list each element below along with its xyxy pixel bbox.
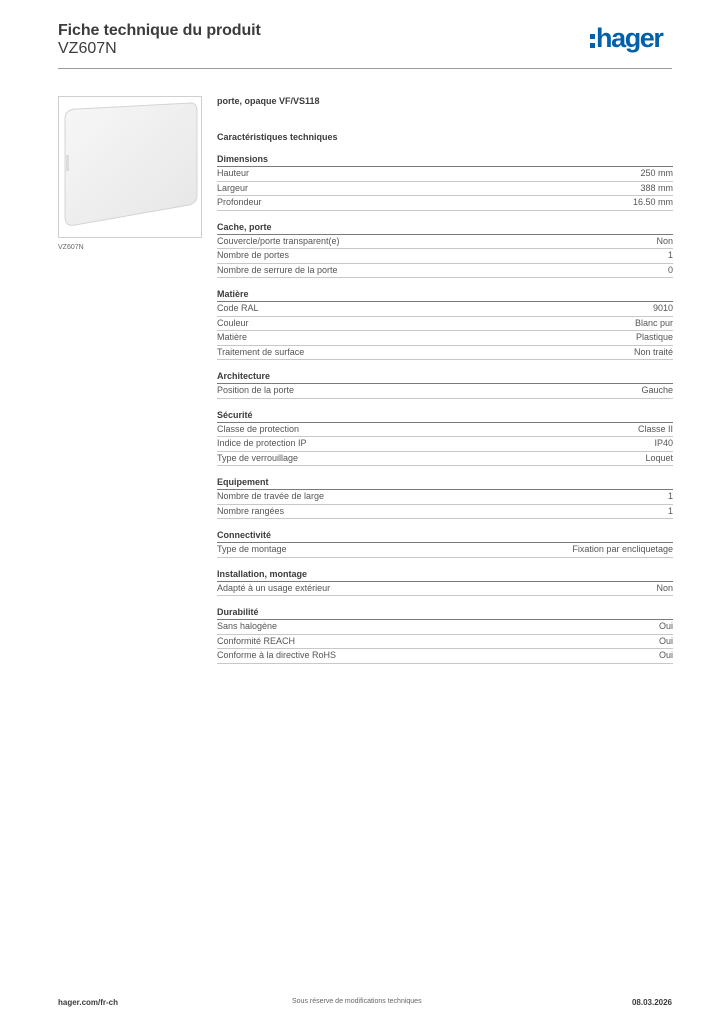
spec-label: Matière — [217, 332, 248, 342]
spec-group — [217, 568, 673, 597]
spec-group — [217, 221, 673, 279]
spec-row — [217, 196, 673, 211]
spec-value: Oui — [658, 635, 673, 646]
spec-value: Gauche — [641, 385, 673, 395]
footer-website: hager.com/fr-ch — [58, 998, 119, 1007]
spec-row — [217, 635, 673, 650]
spec-label: Profondeur — [217, 197, 262, 207]
spec-group-title: Connectivité — [217, 529, 673, 543]
spec-value: 388 mm — [640, 182, 673, 193]
door-panel-illustration — [59, 97, 201, 237]
spec-group-title: Matière — [217, 288, 673, 302]
footer-date: 08.03.2026 — [631, 998, 672, 1007]
spec-value: Blanc pur — [634, 317, 673, 328]
spec-row — [217, 505, 673, 520]
spec-group-title: Durabilité — [217, 606, 673, 620]
spec-label: Classe de protection — [217, 423, 300, 434]
spec-label: Nombre de portes — [217, 250, 290, 260]
spec-label: Position de la porte — [217, 385, 295, 395]
spec-row — [217, 302, 673, 317]
product-reference: VZ607N — [58, 40, 117, 57]
spec-row — [217, 452, 673, 467]
spec-value: Non traité — [633, 346, 673, 357]
spec-row — [217, 182, 673, 197]
spec-value: Oui — [658, 621, 673, 631]
spec-label: Conforme à la directive RoHS — [217, 650, 337, 660]
spec-value: Loquet — [645, 452, 673, 463]
spec-label: Nombre rangées — [217, 505, 285, 516]
spec-value: 1 — [667, 491, 673, 501]
spec-label: Hauteur — [217, 168, 250, 178]
characteristics-title: Caractéristiques techniques — [217, 132, 338, 142]
spec-row — [217, 649, 673, 664]
spec-value: Plastique — [635, 332, 673, 342]
spec-row — [217, 490, 673, 505]
spec-row — [217, 384, 673, 399]
spec-label: Adapté à un usage extérieur — [217, 582, 331, 593]
spec-groups — [217, 153, 673, 664]
spec-value: 9010 — [652, 303, 673, 313]
hager-logo — [590, 25, 680, 57]
spec-label: Type de verrouillage — [217, 452, 299, 463]
spec-row — [217, 423, 673, 438]
logo-dots-icon — [590, 34, 595, 52]
spec-value: 16.50 mm — [632, 197, 673, 207]
spec-label: Type de montage — [217, 544, 287, 554]
spec-value: Non — [656, 235, 673, 246]
product-description: porte, opaque VF/VS118 — [217, 96, 320, 106]
spec-row — [217, 331, 673, 346]
spec-label: Traitement de surface — [217, 346, 305, 357]
page-title: Fiche technique du produit — [58, 22, 261, 39]
image-caption: VZ607N — [58, 244, 84, 251]
spec-value: IP40 — [654, 438, 673, 448]
spec-row — [217, 582, 673, 597]
spec-content — [217, 96, 673, 674]
spec-value: Oui — [658, 650, 673, 660]
spec-row — [217, 317, 673, 332]
spec-row — [217, 167, 673, 182]
spec-group — [217, 288, 673, 360]
spec-value: Classe II — [637, 423, 673, 434]
spec-group-title: Equipement — [217, 476, 673, 490]
spec-row — [217, 235, 673, 250]
spec-value: 0 — [667, 264, 673, 275]
spec-row — [217, 249, 673, 264]
spec-group-title: Dimensions — [217, 153, 673, 167]
spec-label: Code RAL — [217, 303, 259, 313]
spec-value: 1 — [667, 250, 673, 260]
spec-group — [217, 606, 673, 664]
spec-label: Indice de protection IP — [217, 438, 307, 448]
spec-row — [217, 346, 673, 361]
footer-notice: Sous réserve de modifications techniques — [292, 998, 422, 1005]
spec-group-title: Sécurité — [217, 409, 673, 423]
spec-row — [217, 437, 673, 452]
spec-group — [217, 409, 673, 467]
spec-value: 1 — [667, 505, 673, 516]
spec-group-title: Cache, porte — [217, 221, 673, 235]
spec-value: Fixation par encliquetage — [572, 544, 673, 554]
spec-label: Largeur — [217, 182, 249, 193]
header-divider — [58, 68, 672, 69]
product-image — [58, 96, 202, 238]
spec-row — [217, 543, 673, 558]
logo-text: hager — [596, 23, 663, 53]
spec-label: Couvercle/porte transparent(e) — [217, 235, 340, 246]
spec-group-title: Architecture — [217, 370, 673, 384]
spec-label: Sans halogène — [217, 621, 278, 631]
spec-row — [217, 264, 673, 279]
spec-label: Conformité REACH — [217, 635, 296, 646]
spec-label: Nombre de travée de large — [217, 491, 325, 501]
spec-group — [217, 370, 673, 399]
spec-value: 250 mm — [640, 168, 673, 178]
spec-group — [217, 476, 673, 519]
spec-group-title: Installation, montage — [217, 568, 673, 582]
spec-group — [217, 153, 673, 211]
spec-label: Nombre de serrure de la porte — [217, 264, 338, 275]
spec-value: Non — [656, 582, 673, 593]
spec-label: Couleur — [217, 317, 249, 328]
spec-group — [217, 529, 673, 558]
spec-row — [217, 620, 673, 635]
